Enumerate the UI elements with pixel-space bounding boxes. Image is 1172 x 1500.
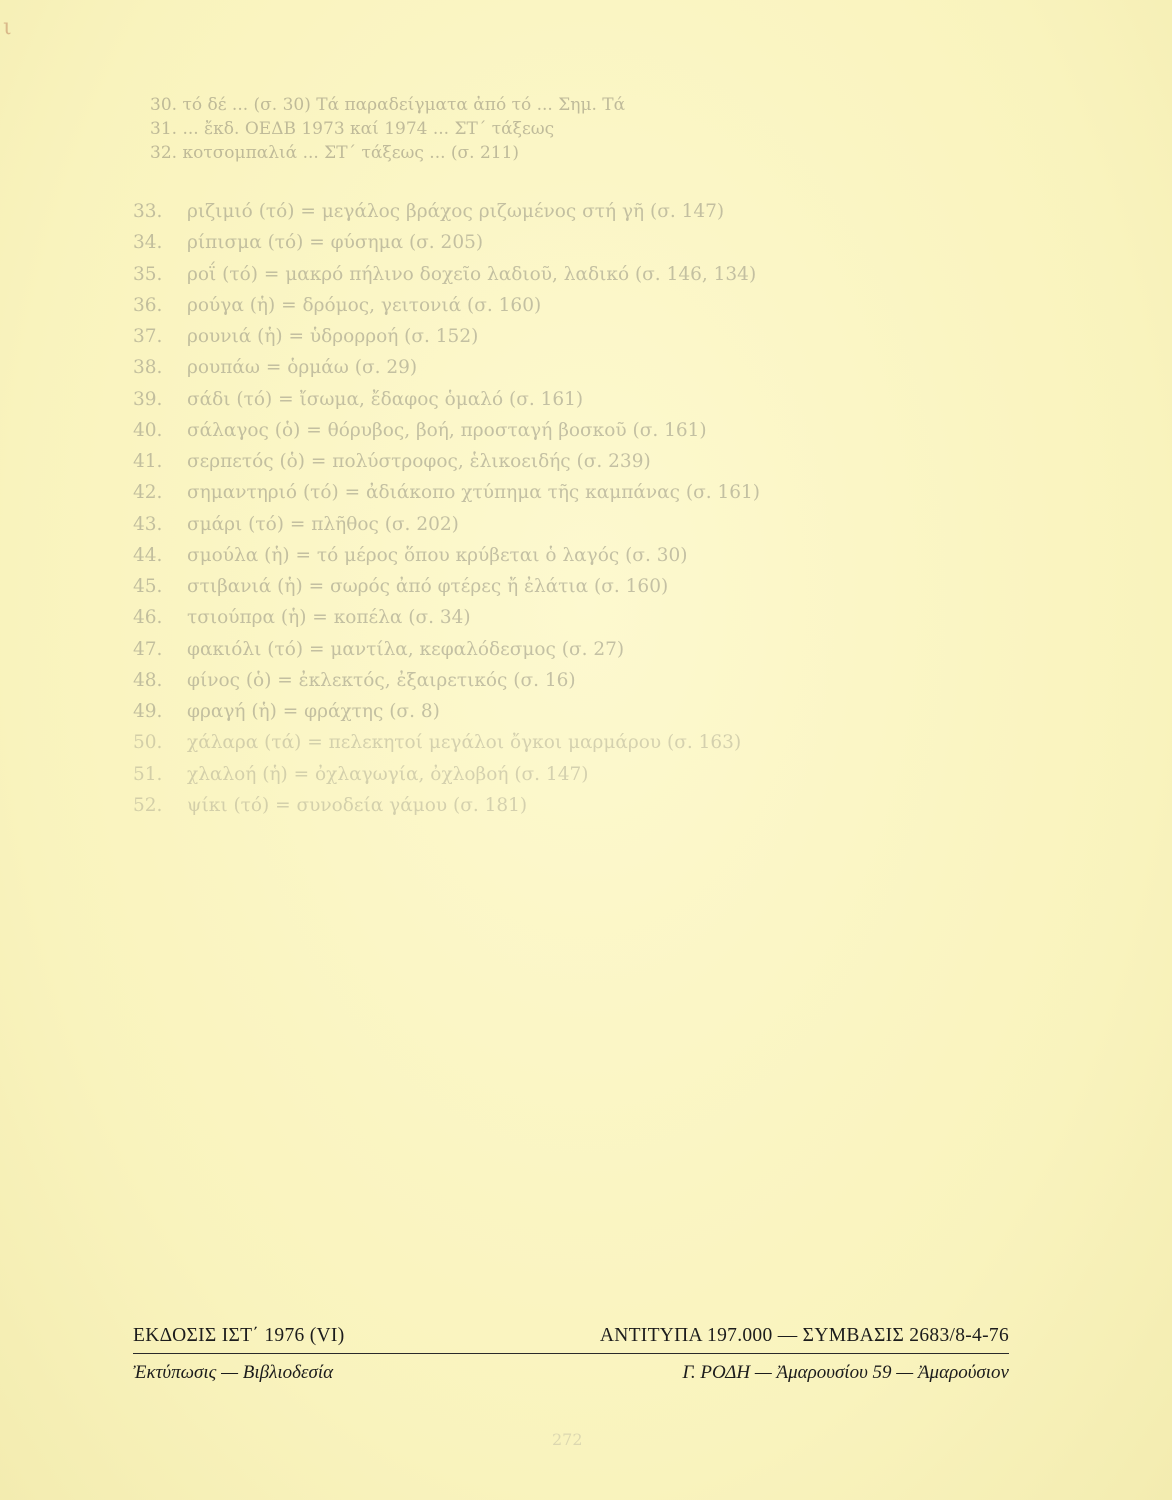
entry-text: φραγή (ἡ) = φράχτης (σ. 8) xyxy=(187,701,440,722)
glossary-list xyxy=(133,196,1013,821)
entry-number: 49. xyxy=(133,701,163,722)
entry-text: ψίκι (τό) = συνοδεία γάμου (σ. 181) xyxy=(187,794,528,816)
page-number: 272 xyxy=(552,1430,583,1449)
glossary-entry xyxy=(133,540,1013,571)
entry-number: 39. xyxy=(133,388,163,410)
entry-text: σάλαγος (ὁ) = θόρυβος, βοή, προσταγή βοσκοῦ (σ. 161) xyxy=(187,419,707,441)
entry-text: σάδι (τό) = ἴσωμα, ἔδαφος ὁμαλό (σ. 161) xyxy=(187,388,584,410)
corner-mark: ι xyxy=(3,15,12,40)
glossary-entry xyxy=(133,477,1013,508)
entry-text: τσιούπρα (ἡ) = κοπέλα (σ. 34) xyxy=(187,607,471,629)
entry-number: 40. xyxy=(133,419,163,441)
glossary-entry xyxy=(133,602,1013,633)
entry-number: 47. xyxy=(133,638,163,660)
entry-number: 34. xyxy=(133,232,163,254)
glossary-entry xyxy=(133,727,1013,758)
glossary-entry xyxy=(133,759,1013,790)
entry-text: ροΐ (τό) = μακρό πήλινο δοχεῖο λαδιοῦ, λαδικό (σ. 146, 134) xyxy=(187,263,757,285)
entry-number: 36. xyxy=(133,294,163,316)
entry-text: σμούλα (ἡ) = τό μέρος ὅπου κρύβεται ὁ λαγός (σ. 30) xyxy=(187,544,688,566)
glossary-entry xyxy=(133,384,1013,415)
glossary-entry xyxy=(133,415,1013,446)
entry-text: ρουνιά (ἡ) = ὑδρορροή (σ. 152) xyxy=(187,326,479,347)
entry-text: φακιόλι (τό) = μαντίλα, κεφαλόδεσμος (σ. 27) xyxy=(187,638,625,660)
glossary-entry xyxy=(133,290,1013,321)
entry-text: ριζιμιό (τό) = μεγάλος βράχος ριζωμένος στή γῆ (σ. 147) xyxy=(187,201,725,222)
entry-number: 42. xyxy=(133,482,163,504)
entry-number: 44. xyxy=(133,544,163,566)
edition-text: ΕΚΔΟΣΙΣ ΙΣΤ΄ 1976 (VI) xyxy=(133,1325,345,1346)
glossary-entry xyxy=(133,196,1013,227)
glossary-entry xyxy=(133,665,1013,696)
glossary-entry xyxy=(133,446,1013,477)
glossary-entry xyxy=(133,227,1013,258)
entry-text: φίνος (ὁ) = ἐκλεκτός, ἐξαιρετικός (σ. 16) xyxy=(187,669,576,691)
entry-text: χλαλοή (ἡ) = ὀχλαγωγία, ὀχλοβοή (σ. 147) xyxy=(187,763,589,785)
entry-text: σημαντηριό (τό) = ἀδιάκοπο χτύπημα τῆς καμπάνας (σ. 161) xyxy=(187,482,761,504)
entry-number: 35. xyxy=(133,263,163,285)
printer-line xyxy=(133,1362,1009,1384)
entry-number: 43. xyxy=(133,513,163,535)
entry-text: στιβανιά (ἡ) = σωρός ἀπό φτέρες ἤ ἐλάτια (σ. 160) xyxy=(187,576,669,597)
bleed-through-notes xyxy=(150,93,1030,165)
entry-number: 37. xyxy=(133,326,163,347)
entry-number: 33. xyxy=(133,201,163,222)
glossary-entry xyxy=(133,352,1013,383)
entry-text: ρίπισμα (τό) = φύσημα (σ. 205) xyxy=(187,232,484,254)
entry-number: 46. xyxy=(133,607,163,629)
printing-text: Ἐκτύπωσις — Βιβλιοδεσία xyxy=(133,1362,334,1383)
glossary-entry xyxy=(133,634,1013,665)
colophon xyxy=(133,1325,1009,1384)
entry-number: 48. xyxy=(133,669,163,691)
entry-number: 50. xyxy=(133,732,163,754)
entry-number: 51. xyxy=(133,763,163,785)
glossary-entry xyxy=(133,509,1013,540)
glossary-entry xyxy=(133,259,1013,290)
note-line: 30. τό δέ ... (σ. 30) Τά παραδείγματα ἀπό τό ... Σημ. Τά xyxy=(150,95,626,115)
glossary-entry xyxy=(133,790,1013,821)
glossary-entry xyxy=(133,696,1013,727)
entry-number: 38. xyxy=(133,357,163,379)
copies-text: ΑΝΤΙΤΥΠΑ 197.000 — ΣΥΜΒΑΣΙΣ 2683/8-4-76 xyxy=(599,1325,1009,1346)
entry-number: 45. xyxy=(133,576,163,597)
glossary-entry xyxy=(133,321,1013,352)
entry-text: ρούγα (ἡ) = δρόμος, γειτονιά (σ. 160) xyxy=(187,294,542,316)
printer-text: Γ. ΡΟΔΗ — Ἀμαρουσίου 59 — Ἀμαρούσιον xyxy=(682,1362,1009,1383)
entry-text: σερπετός (ὁ) = πολύστροφος, ἑλικοειδής (σ. 239) xyxy=(187,451,651,472)
entry-number: 52. xyxy=(133,794,163,816)
entry-number: 41. xyxy=(133,451,163,472)
note-line: 32. κοτσομπαλιά ... ΣΤ΄ τάξεως ... (σ. 211) xyxy=(150,143,520,163)
entry-text: σμάρι (τό) = πλῆθος (σ. 202) xyxy=(187,513,459,535)
entry-text: χάλαρα (τά) = πελεκητοί μεγάλοι ὄγκοι μαρμάρου (σ. 163) xyxy=(187,732,742,754)
edition-line xyxy=(133,1325,1009,1354)
entry-text: ρουπάω = ὁρμάω (σ. 29) xyxy=(187,357,418,379)
note-line: 31. ... ἔκδ. ΟΕΔΒ 1973 καί 1974 ... ΣΤ΄ τάξεως xyxy=(150,119,555,139)
glossary-entry xyxy=(133,571,1013,602)
